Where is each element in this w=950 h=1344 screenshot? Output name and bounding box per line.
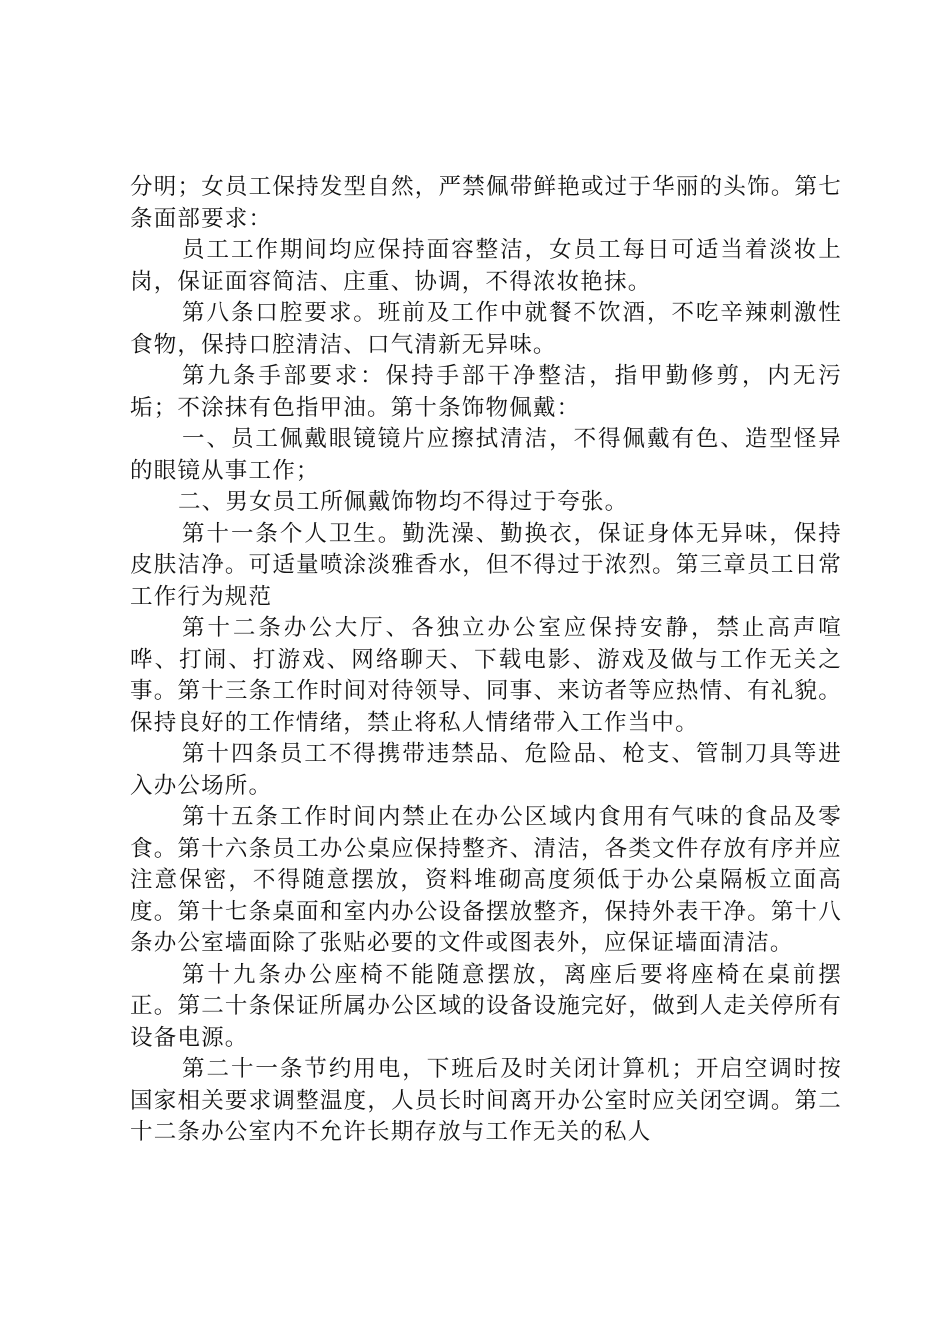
paragraph-10: 第十五条工作时间内禁止在办公区域内食用有气味的食品及零食。第十六条员工办公桌应保持整齐、清洁，各类文件存放有序并应注意保密，不得随意摆放，资料堆砌高度须低于办公桌隔板立面高度。第十七条桌面和室内办公设备摆放整齐，保持外表干净。第十八条办公室墙面除了张贴必要的文件或图表外，应保证墙面清洁。 xyxy=(130,804,842,956)
paragraph-2: 员工工作期间均应保持面容整洁，女员工每日可适当着淡妆上岗，保证面容简洁、庄重、协调，不得浓妆艳抹。 xyxy=(130,237,842,295)
paragraph-3: 第八条口腔要求。班前及工作中就餐不饮酒，不吃辛辣刺激性食物，保持口腔清洁、口气清新无异味。 xyxy=(130,300,842,358)
paragraph-12: 第二十一条节约用电，下班后及时关闭计算机；开启空调时按国家相关要求调整温度，人员长时间离开办公室时应关闭空调。第二十二条办公室内不允许长期存放与工作无关的私人 xyxy=(130,1056,842,1145)
paragraph-8: 第十二条办公大厅、各独立办公室应保持安静，禁止高声喧哗、打闹、打游戏、网络聊天、下载电影、游戏及做与工作无关之事。第十三条工作时间对待领导、同事、来访者等应热情、有礼貌。保持良好的工作情绪，禁止将私人情绪带入工作当中。 xyxy=(130,615,842,736)
document-body xyxy=(130,172,842,1149)
paragraph-9: 第十四条员工不得携带违禁品、危险品、枪支、管制刀具等进入办公场所。 xyxy=(130,741,842,799)
paragraph-5: 一、员工佩戴眼镜镜片应擦拭清洁，不得佩戴有色、造型怪异的眼镜从事工作； xyxy=(130,426,842,484)
paragraph-1: 分明；女员工保持发型自然，严禁佩带鲜艳或过于华丽的头饰。第七条面部要求： xyxy=(130,174,842,232)
paragraph-11: 第十九条办公座椅不能随意摆放，离座后要将座椅在桌前摆正。第二十条保证所属办公区域的设备设施完好，做到人走关停所有设备电源。 xyxy=(130,961,842,1051)
paragraph-7: 第十一条个人卫生。勤洗澡、勤换衣，保证身体无异味，保持皮肤洁净。可适量喷涂淡雅香水，但不得过于浓烈。第三章员工日常工作行为规范 xyxy=(130,520,842,610)
paragraph-4: 第九条手部要求：保持手部干净整洁，指甲勤修剪，内无污垢；不涂抹有色指甲油。第十条饰物佩戴： xyxy=(130,363,842,421)
paragraph-6: 二、男女员工所佩戴饰物均不得过于夸张。 xyxy=(178,489,629,515)
